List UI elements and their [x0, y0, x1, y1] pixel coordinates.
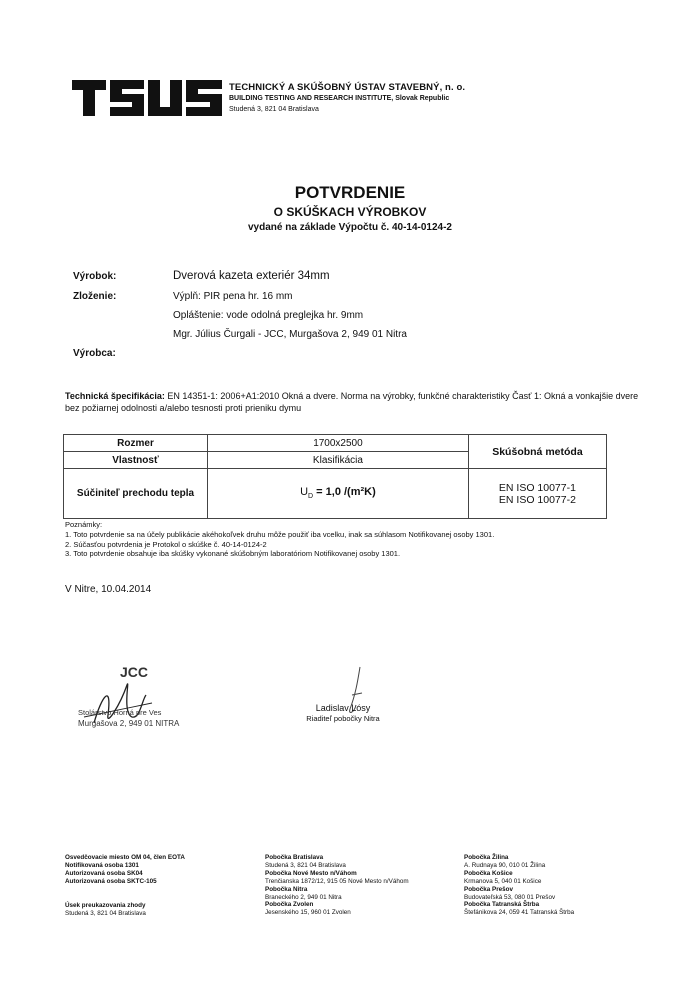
footer-line: Krmanova 5, 040 01 Košice — [464, 877, 542, 885]
manufacturer-label: Výrobca: — [73, 348, 116, 359]
footer-line: Pobočka Bratislava — [265, 854, 324, 861]
notes-section — [65, 520, 494, 559]
method-2: EN ISO 10077-2 — [498, 493, 576, 506]
footer-line: Osvedčovacie miesto OM 04, člen EOTA — [65, 854, 185, 861]
signatory-name: Ladislav Lósy — [315, 703, 371, 713]
footer-line: Autorizovaná osoba SKTC-105 — [65, 877, 157, 885]
u-value-cell — [208, 469, 469, 519]
footer-line: Štefánikova 24, 059 41 Tatranská Štrba — [464, 909, 575, 917]
footer-line: Úsek preukazovania zhody — [65, 901, 146, 909]
footer-line: Studená 3, 821 04 Bratislava — [265, 861, 346, 869]
footer-col-3 — [464, 854, 574, 917]
document-title: POTVRDENIE — [294, 183, 406, 202]
u-symbol: U — [300, 486, 309, 499]
technical-specification — [65, 390, 640, 414]
manufacturer-value: Mgr. Július Čurgali - JCC, Murgašova 2, 949 01 Nitra — [173, 329, 407, 340]
institute-address: Studená 3, 821 04 Bratislava — [229, 106, 319, 113]
composition-label: Zloženie: — [73, 291, 117, 302]
property-label: Vlastnosť — [64, 452, 208, 469]
footer-line: Autorizovaná osoba SK04 — [65, 869, 143, 877]
composition-fill: Výplň: PIR pena hr. 16 mm — [173, 291, 293, 302]
size-value: 1700x2500 — [208, 435, 469, 452]
product-value: Dverová kazeta exteriér 34mm — [173, 270, 330, 282]
document-subtitle: O SKÚŠKACH VÝROBKOV — [273, 205, 427, 219]
footer-line: Notifikovaná osoba 1301 — [65, 861, 139, 869]
note-item: 3. Toto potvrdenie obsahuje iba skúšky vykonané skúšobným laboratóriom Notifikovanej osoby 1301. — [65, 549, 401, 559]
footer-line: Studená 3, 821 04 Bratislava — [65, 909, 146, 917]
composition-cladding: Opláštenie: vode odolná preglejka hr. 9mm — [173, 310, 364, 321]
footer-line: Trenčianska 1872/12, 915 05 Nové Mesto n/Váhom — [265, 877, 409, 885]
company-stamp — [72, 655, 232, 735]
stamp-line2: Murgašova 2, 949 01 NITRA — [78, 719, 180, 728]
note-item: 1. Toto potvrdenie sa na účely publikácie akéhokoľvek druhu môže použiť iba vcelku, inak sa súhlasom Notifikovanej osoby 1301. — [65, 529, 495, 539]
footer-line: A. Rudnaya 90, 010 01 Žilina — [464, 861, 546, 869]
footer-col-2 — [265, 854, 409, 917]
stamp-brand: JCC — [120, 664, 149, 680]
footer-line: Pobočka Prešov — [464, 885, 513, 893]
note-item: 2. Súčasťou potvrdenia je Protokol o skúške č. 40-14-0124-2 — [65, 539, 267, 549]
footer-line: Pobočka Žilina — [464, 854, 509, 861]
classification-label: Klasifikácia — [208, 452, 469, 469]
footer-col-1 — [65, 854, 185, 917]
stamp-line1: Stolárstvo Horná pre Ves — [78, 708, 162, 717]
signatory-role: Riaditeľ pobočky Nitra — [306, 714, 380, 723]
size-label: Rozmer — [64, 435, 208, 452]
method-cell — [468, 469, 606, 519]
institute-name-en: BUILDING TESTING AND RESEARCH INSTITUTE, Slovak Republic — [229, 95, 450, 102]
footer-line: Pobočka Nové Mesto n/Váhom — [265, 869, 357, 877]
notes-title: Poznámky: — [65, 520, 103, 529]
footer-line: Pobočka Tatranská Štrba — [464, 901, 540, 909]
spec-label: Technická špecifikácia: — [65, 391, 165, 401]
issued-basis: vydané na základe Výpočtu č. 40-14-0124-2 — [248, 222, 452, 233]
u-value: = 1,0 /(m²K) — [316, 486, 376, 499]
footer-line: Pobočka Zvolen — [265, 901, 314, 909]
issue-date: V Nitre, 10.04.2014 — [65, 584, 152, 595]
u-subscript: D — [308, 493, 314, 501]
method-label: Skúšobná metóda — [468, 435, 606, 469]
results-table — [63, 434, 607, 519]
footer-line: Braneckého 2, 949 01 Nitra — [265, 893, 342, 901]
footer-line: Budovateľská 53, 080 01 Prešov — [464, 893, 556, 901]
product-label: Výrobok: — [73, 271, 117, 282]
footer-line: Pobočka Nitra — [265, 885, 308, 893]
row-thermal-label: Súčiniteľ prechodu tepla — [64, 469, 208, 519]
footer-line: Jesenského 15, 960 01 Zvolen — [265, 909, 351, 917]
institute-name-sk: TECHNICKÝ A SKÚŠOBNÝ ÚSTAV STAVEBNÝ, n. o. — [229, 82, 466, 93]
spec-text: EN 14351-1: 2006+A1:2010 Okná a dvere. Norma na výrobky, funkčné charakteristiky Časť 1: Okná a vonkajšie dvere bez požiarnej odolnosti a/alebo tesnosti proti prieniku dymu — [65, 391, 639, 413]
footer-line: Pobočka Košice — [464, 869, 513, 877]
method-1: EN ISO 10077-1 — [498, 481, 576, 494]
tsus-logo — [72, 80, 222, 116]
